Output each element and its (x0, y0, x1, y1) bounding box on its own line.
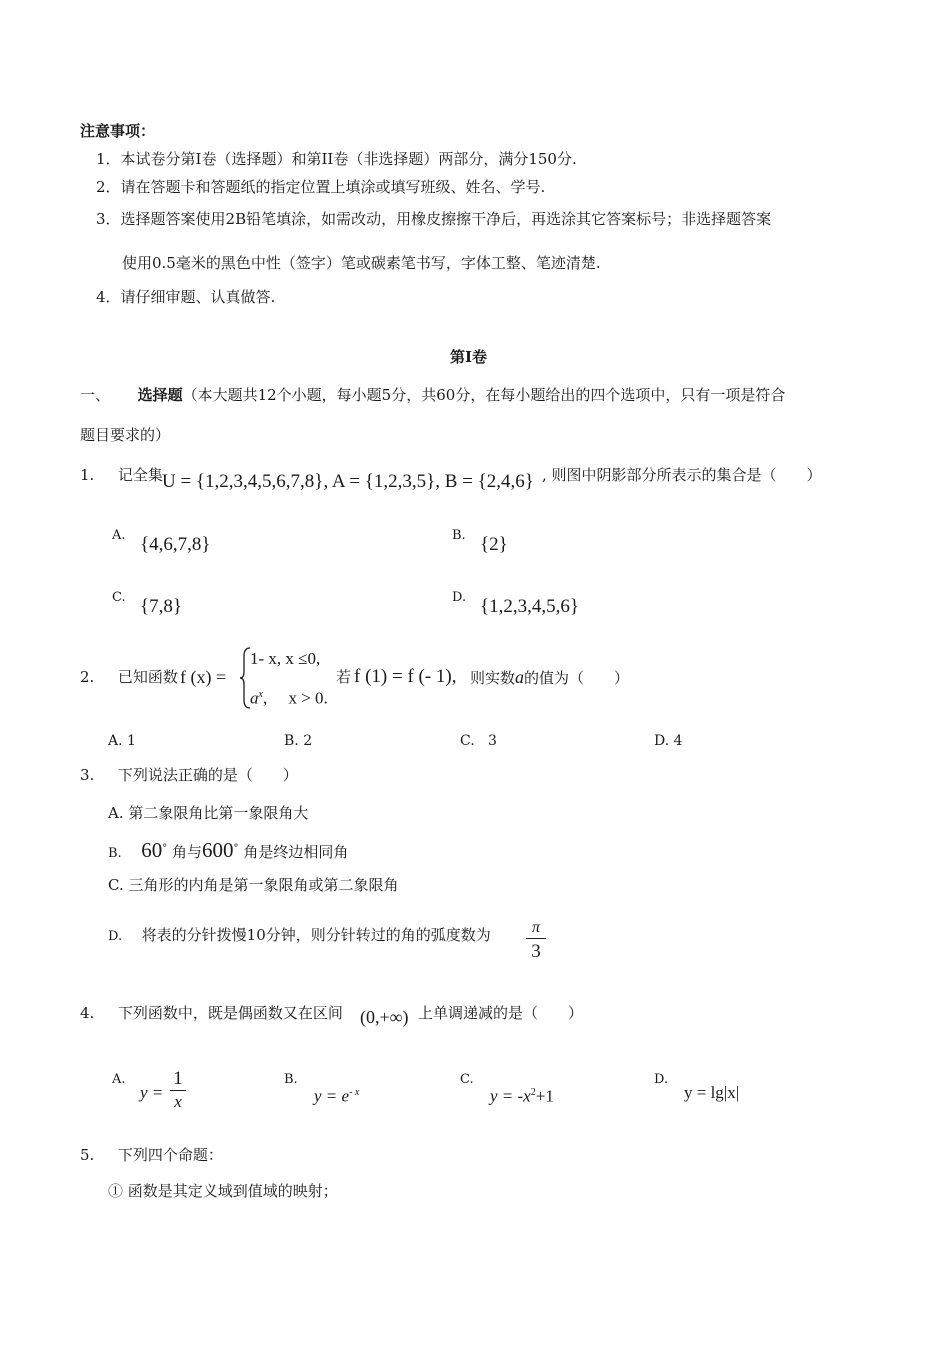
q3-option-a: A. 第二象限角比第一象限角大 (108, 804, 309, 822)
q1-number: 1. (80, 466, 95, 484)
q3-frac-den: 3 (531, 941, 541, 962)
q2-prefix: 已知函数 (117, 668, 178, 686)
q2-end: 的值为（ ） (524, 669, 630, 687)
q2-option-b-value: 2 (303, 733, 313, 749)
q1-sets (162, 468, 534, 496)
heading-rest: （本大题共12个小题，每小题5分，共60分，在每小题给出的四个选项中，只有一项是符合 (182, 386, 786, 404)
q4-prefix: 下列函数中，既是偶函数又在区间 (117, 1004, 343, 1022)
q3-option-b: B. 60° 角与600° 角是终边相同角 (108, 838, 349, 862)
q3-frac-num: π (526, 918, 546, 939)
heading-bold: 选择题 (137, 386, 183, 404)
q2-case-2-rest: , x > 0. (262, 688, 328, 708)
q3-option-c: C. 三角形的内角是第一象限角或第二象限角 (108, 876, 399, 894)
q2-fx: f (x) = (180, 667, 227, 687)
q4-interval: (0,+∞) (360, 1007, 409, 1027)
section-title: 第Ⅰ卷 (450, 348, 488, 366)
q2-suffix-text: 则实数 (470, 669, 516, 687)
q5-stem-text: 下列四个命题： (117, 1146, 223, 1164)
q3-option-d-fraction (526, 918, 546, 965)
q2-case-2-base: a (250, 688, 259, 708)
q2-option-d (654, 730, 683, 752)
section-heading-line2: 题目要求的） (80, 426, 171, 444)
q4-suffix: 上单调递减的是（ ） (418, 1004, 584, 1022)
q4-option-b-y: y = e (314, 1086, 350, 1106)
q2-var: a (515, 667, 525, 687)
q1-option-c-label: C. (112, 590, 126, 605)
q2-condition: f (1) = f (- 1), (354, 666, 457, 687)
q4-option-a-y-text: y = (140, 1083, 164, 1102)
q3-option-b-v2: 600 (202, 838, 234, 862)
q2-option-c-label: C. (460, 733, 475, 749)
q4-option-a-fraction (170, 1068, 186, 1113)
notice-item-1: 1．本试卷分第Ⅰ卷（选择题）和第II卷（非选择题）两部分，满分150分. (96, 150, 577, 168)
q3-stem-text: 下列说法正确的是（ ） (117, 766, 298, 784)
q3-option-d-text: 将表的分针拨慢10分钟，则分针转过的角的弧度数为 (141, 926, 491, 944)
notice-item-3: 3．选择题答案使用2B铅笔填涂，如需改动，用橡皮擦擦干净后，再选涂其它答案标号；非选择题答案 (96, 210, 772, 228)
q4-option-b (314, 1082, 359, 1108)
q3-stem (80, 764, 298, 786)
q2-case-2 (250, 684, 328, 710)
q4-option-d-label: D. (654, 1072, 669, 1087)
q2-case-2-exp: x (258, 689, 263, 700)
q3-number: 3. (80, 766, 95, 784)
q2-stem (80, 666, 178, 688)
q2-option-d-label: D. (654, 733, 670, 749)
notice-item-2: 2．请在答题卡和答题纸的指定位置上填涂或填写班级、姓名、学号. (96, 178, 546, 196)
q4-number: 4. (80, 1004, 95, 1022)
q2-option-b-label: B. (284, 733, 299, 749)
q4-option-c-y: y = -x (490, 1086, 531, 1106)
q3-option-d (108, 924, 491, 948)
notice-item-3-cont: 使用0.5毫米的黑色中性（签字）笔或碳素笔书写，字体工整、笔迹清楚. (122, 254, 601, 272)
q1-option-c: {7,8} (140, 596, 182, 617)
q5-item-1: ① 函数是其定义域到值域的映射； (108, 1182, 338, 1200)
q4-option-d: y = lg|x| (684, 1083, 740, 1102)
q3-option-b-t1: 角与 (172, 843, 203, 861)
q2-suffix (470, 666, 629, 689)
q1-set-b: , B = {2,4,6} (435, 471, 534, 492)
q4-option-a-label: A. (112, 1072, 126, 1087)
q1-set-a: , A = {1,2,3,5} (323, 471, 436, 492)
q1-stem (80, 464, 163, 486)
q2-mid: 若 (336, 668, 352, 686)
q4-option-c-label: C. (460, 1072, 474, 1087)
notice-item-4: 4．请仔细审题、认真做答. (96, 288, 276, 306)
q5-number: 5. (80, 1146, 95, 1164)
q1-option-d: {1,2,3,4,5,6} (480, 596, 579, 617)
q1-option-a-label: A. (112, 528, 126, 543)
q2-option-d-value: 4 (673, 733, 683, 749)
q2-case-1: 1- x, x ≤0, (250, 649, 321, 668)
q2-option-a (108, 730, 136, 752)
q4-option-c (490, 1082, 554, 1108)
q2-number: 2. (80, 668, 95, 686)
q2-option-c-value: 3 (488, 733, 497, 749)
q3-option-b-t2: 角是终边相同角 (243, 843, 349, 861)
q1-suffix: , 则图中阴影部分所表示的集合是（ ） (542, 466, 822, 484)
q4-option-c-rest: +1 (535, 1086, 554, 1106)
q4-option-b-exp: - x (349, 1087, 360, 1098)
q4-option-c-exp: 2 (530, 1087, 536, 1098)
q4-option-a-y (140, 1082, 163, 1104)
notice-title: 注意事项： (80, 122, 156, 140)
q1-option-b: {2} (480, 534, 508, 555)
q4-option-b-label: B. (284, 1072, 298, 1087)
q4-stem (80, 1002, 343, 1024)
q1-prefix: 记全集 (117, 466, 163, 484)
q2-option-b (284, 730, 312, 752)
q3-option-b-v1: 60 (141, 838, 163, 862)
q2-option-a-label: A. (108, 733, 123, 749)
q2-option-a-value: 1 (127, 733, 136, 749)
q2-option-c (460, 730, 497, 752)
q1-option-d-label: D. (452, 590, 467, 605)
q5-stem (80, 1144, 223, 1166)
q1-option-b-label: B. (452, 528, 466, 543)
heading-number: 一、 (80, 386, 111, 404)
q3-option-b-label: B. (108, 846, 122, 861)
section-heading (80, 384, 785, 406)
q1-option-a: {4,6,7,8} (140, 534, 211, 555)
q3-option-d-label: D. (108, 929, 123, 944)
q4-option-a-num: 1 (170, 1068, 186, 1091)
q4-option-a-den: x (174, 1092, 182, 1111)
q1-set-u: U = {1,2,3,4,5,6,7,8} (162, 471, 324, 492)
